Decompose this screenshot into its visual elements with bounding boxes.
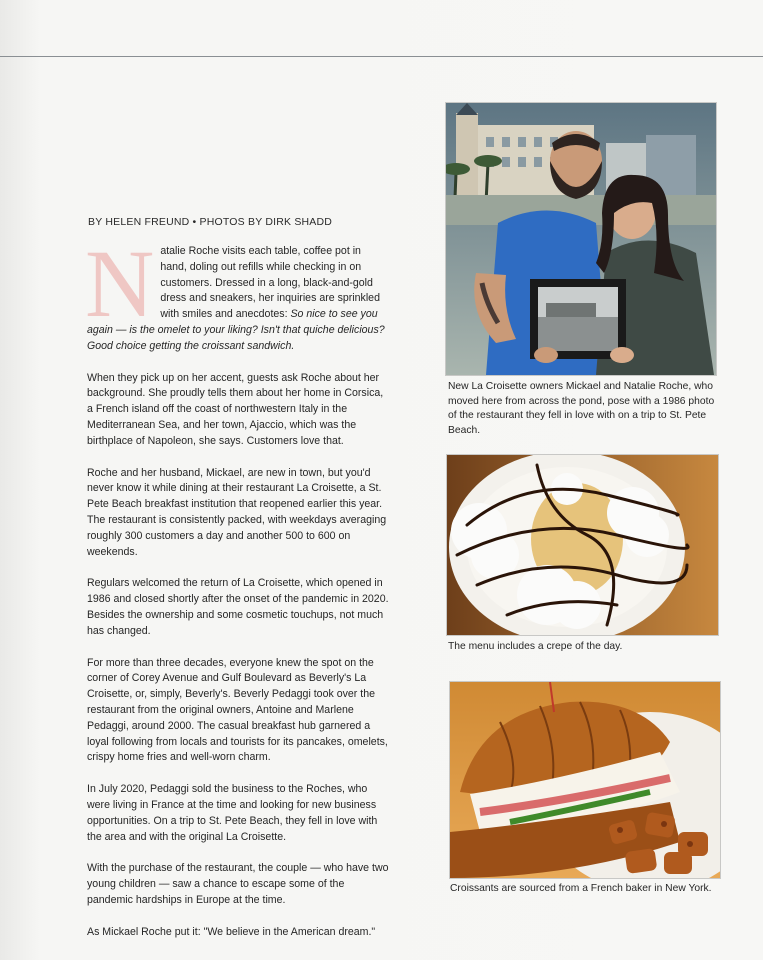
crepe-photo-caption: The menu includes a crepe of the day. <box>448 641 623 652</box>
owners-photo-illustration <box>446 103 716 375</box>
owners-photo-caption: New La Croisette owners Mickael and Natalie Roche, who moved here from across the pond, pose with a 1986 photo of the restaurant they fell in love with on a trip to St. Pete Beach. <box>448 381 715 436</box>
drop-cap: N <box>85 230 155 337</box>
article-body <box>85 230 389 956</box>
croissant-photo <box>449 681 721 879</box>
paragraph-3: Regulars welcomed the return of La Croisette, which opened in 1986 and closed shortly after the onset of the pandemic in 2020. Besides the ownership and some cosmetic touchups, not much has changed. <box>87 577 389 637</box>
top-rule <box>0 56 763 57</box>
lead-italic-quote: So nice to see you again — is the omelet to your liking? Isn't that quiche delicious? Good choice getting the croissant sandwich. <box>87 308 385 352</box>
paragraph-4: For more than three decades, everyone knew the spot on the corner of Corey Avenue and Gulf Boulevard as Beverly's La Croisette, or, simply, Beverly's. Beverly Pedaggi took over the restaurant from the original owners, Antoine and Marlene Pedaggi, around 2000. The casual breakfast hub garnered a loyal following from locals and tourists for its pancakes, omelets, crispy home fries and well-worn charm. <box>87 656 388 764</box>
owners-photo <box>445 102 717 376</box>
byline: BY HELEN FREUND • PHOTOS BY DIRK SHADD <box>88 216 333 228</box>
lead-paragraph <box>85 230 389 355</box>
paragraph-7: As Mickael Roche put it: "We believe in the American dream." <box>87 925 376 938</box>
crepe-photo-illustration <box>447 455 718 635</box>
paragraph-1: When they pick up on her accent, guests ask Roche about her background. She proudly tells them about her home in Corsica, a French island off the coast of northwestern Italy in the Mediterranean Sea, and her town, Ajaccio, which was the birthplace of Napoleon, she says. Customers love that. <box>87 371 384 447</box>
croissant-photo-caption: Croissants are sourced from a French baker in New York. <box>450 883 712 894</box>
crepe-photo <box>446 454 719 636</box>
lead-text: atalie Roche visits each table, coffee pot in hand, doling out refills while checking in on customers. Dressed in a long, black-and-gold dress and sneakers, her inquiries are sprinkled with smiles and anecdotes: <box>160 245 380 321</box>
croissant-photo-illustration <box>450 682 720 878</box>
paragraph-6: With the purchase of the restaurant, the couple — who have two young children — saw a chance to escape some of the pandemic hardships in Europe at the time. <box>87 862 389 906</box>
paragraph-2: Roche and her husband, Mickael, are new in town, but you'd never know it while dining at their restaurant La Croisette, a St. Pete Beach breakfast institution that reopened earlier this year. The restaurant is consistently packed, with weekdays averaging roughly 300 customers a day and another 500 to 600 on weekends. <box>87 466 387 558</box>
paragraph-5: In July 2020, Pedaggi sold the business to the Roches, who were living in France at the time and looking for new business opportunities. On a trip to St. Pete Beach, they fell in love with the area and with the original La Croisette. <box>87 783 378 843</box>
